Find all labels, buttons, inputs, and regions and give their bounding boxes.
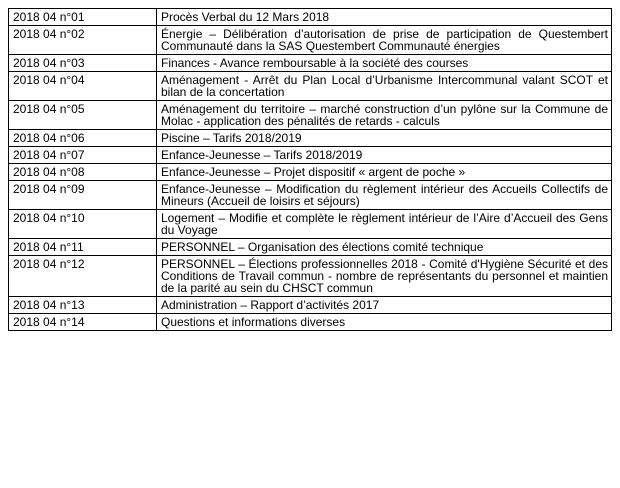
row-subject: Questions et informations diverses xyxy=(157,314,612,331)
table-row xyxy=(9,239,612,256)
row-ref: 2018 04 n°11 xyxy=(9,239,157,256)
row-ref: 2018 04 n°12 xyxy=(9,256,157,297)
row-ref: 2018 04 n°10 xyxy=(9,210,157,239)
table-row xyxy=(9,72,612,101)
row-subject: Administration – Rapport d’activités 2017 xyxy=(157,297,612,314)
table-row xyxy=(9,26,612,55)
row-ref: 2018 04 n°02 xyxy=(9,26,157,55)
row-subject: Aménagement du territoire – marché construction d’un pylône sur la Commune de Molac - application des pénalités de retards - calculs xyxy=(157,101,612,130)
row-subject: Énergie – Délibération d’autorisation de prise de participation de Questembert Communauté dans la SAS Questembert Communauté énergies xyxy=(157,26,612,55)
row-subject: Logement – Modifie et complète le règlement intérieur de l’Aire d’Accueil des Gens du Voyage xyxy=(157,210,612,239)
row-ref: 2018 04 n°13 xyxy=(9,297,157,314)
row-subject: Enfance-Jeunesse – Tarifs 2018/2019 xyxy=(157,147,612,164)
row-ref: 2018 04 n°06 xyxy=(9,130,157,147)
row-ref: 2018 04 n°03 xyxy=(9,55,157,72)
row-ref: 2018 04 n°08 xyxy=(9,164,157,181)
table-row xyxy=(9,210,612,239)
table-row xyxy=(9,181,612,210)
row-ref: 2018 04 n°14 xyxy=(9,314,157,331)
table-row xyxy=(9,147,612,164)
row-subject: Procès Verbal du 12 Mars 2018 xyxy=(157,9,612,26)
row-ref: 2018 04 n°09 xyxy=(9,181,157,210)
table-row xyxy=(9,101,612,130)
table-row xyxy=(9,164,612,181)
table-row xyxy=(9,55,612,72)
row-subject: Aménagement - Arrêt du Plan Local d’Urbanisme Intercommunal valant SCOT et bilan de la concertation xyxy=(157,72,612,101)
row-ref: 2018 04 n°01 xyxy=(9,9,157,26)
table-row xyxy=(9,314,612,331)
row-ref: 2018 04 n°07 xyxy=(9,147,157,164)
agenda-container xyxy=(8,8,612,331)
row-subject: Finances - Avance remboursable à la société des courses xyxy=(157,55,612,72)
row-subject: PERSONNEL – Élections professionnelles 2018 - Comité d'Hygiène Sécurité et des Conditions de Travail commun - nombre de représentants du personnel et maintien de la parité au sein du CHSCT commun xyxy=(157,256,612,297)
row-ref: 2018 04 n°05 xyxy=(9,101,157,130)
table-row xyxy=(9,256,612,297)
table-row xyxy=(9,130,612,147)
row-subject: Piscine – Tarifs 2018/2019 xyxy=(157,130,612,147)
agenda-table xyxy=(8,8,612,331)
row-ref: 2018 04 n°04 xyxy=(9,72,157,101)
table-row xyxy=(9,297,612,314)
row-subject: Enfance-Jeunesse – Projet dispositif « argent de poche » xyxy=(157,164,612,181)
row-subject: PERSONNEL – Organisation des élections comité technique xyxy=(157,239,612,256)
table-row xyxy=(9,9,612,26)
row-subject: Enfance-Jeunesse – Modification du règlement intérieur des Accueils Collectifs de Mineurs (Accueil de loisirs et séjours) xyxy=(157,181,612,210)
